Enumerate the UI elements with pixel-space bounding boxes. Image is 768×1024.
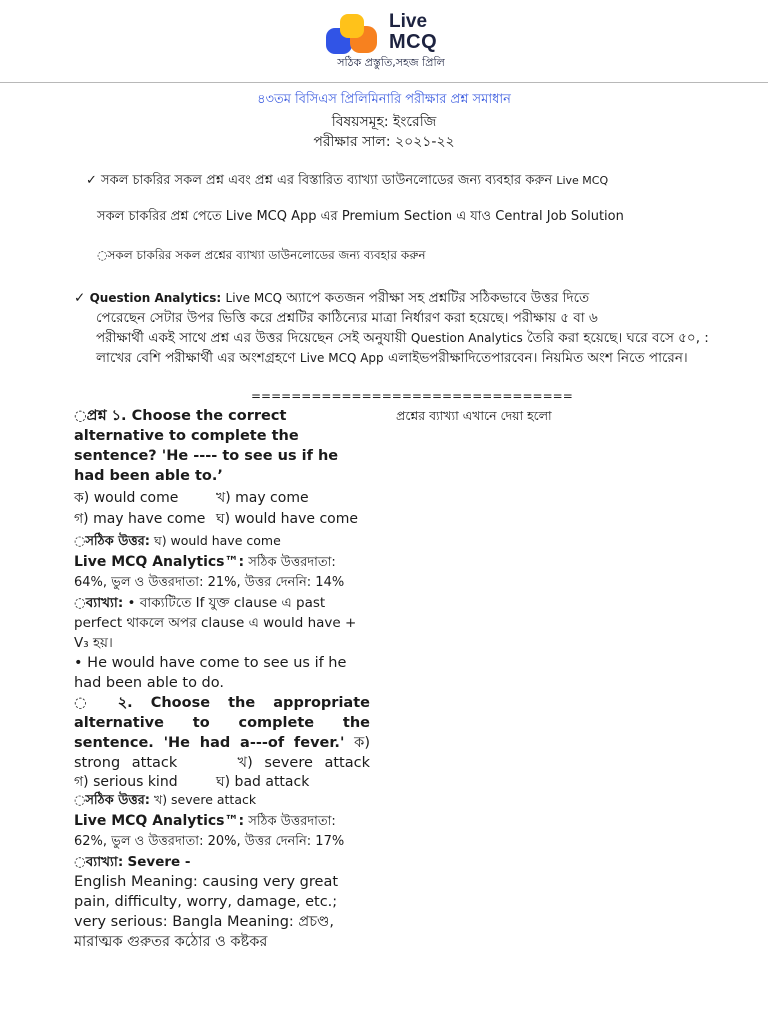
logo[interactable] (326, 12, 456, 70)
logo-line2: MCQ (389, 31, 438, 53)
analytics-value: সঠিক উত্তরদাতা: 64%, ভুল ও উত্তরদাতা: 21%, উত্তর দেননি: 14% (74, 555, 345, 590)
explanation-word: Severe - (127, 854, 191, 870)
qa-inline-label: Question Analytics (410, 331, 523, 345)
question-2-meaning: English Meaning: causing very great pain, difficulty, worry, damage, etc.; very serious: Bangla Meaning: প্রচণ্ড, মারাত্মক গুরুতর কঠোর ও কষ্টকর (74, 874, 339, 950)
option-b[interactable]: খ) may come (216, 490, 309, 506)
option-c[interactable]: গ) serious kind (74, 774, 178, 790)
qa-app-link[interactable]: Live MCQ App (299, 351, 384, 365)
question-1-answer (74, 531, 370, 552)
check-icon: ✓ (74, 290, 86, 306)
intro-premium-section[interactable]: Premium Section (341, 209, 453, 224)
qa-text-a: অ্যাপে কতজন পরীক্ষা সহ প্রশ্নটির সঠিকভাবে উত্তর দিতে (286, 290, 590, 306)
logo-wordmark (389, 12, 437, 52)
intro-line-3: ◌সকল চাকরির সকল প্রশ্নের ব্যাখ্যা ডাউনলোডের জন্য ব্যবহার করুন (97, 248, 426, 262)
intro-line-2 (97, 208, 697, 226)
answer-value: ঘ) would have come (153, 533, 281, 548)
question-2 (74, 693, 370, 773)
option-a[interactable]: ক) would come (74, 490, 179, 506)
qa-text-b: পেরেছেন সেটার উপর ভিত্তি করে প্রশ্নটির কাঠিন্যের মাত্রা নির্ধারণ করা হয়েছে। পরীক্ষায় ৫ বা ৬ (96, 310, 598, 326)
question-1-analytics (74, 552, 370, 593)
qa-text-c: পরীক্ষার্থী একই সাথে প্রশ্ন এর উত্তর দিয়েছেন সেই অনুযায়ী (96, 330, 407, 346)
intro-app-link[interactable]: Live MCQ App (225, 209, 317, 224)
intro-brand: Live MCQ (556, 174, 609, 187)
option-a[interactable]: ক) strong attack (74, 735, 370, 771)
intro-line-1 (86, 172, 696, 190)
logo-mark-icon (326, 14, 382, 58)
option-d[interactable]: ঘ) would have come (216, 511, 358, 527)
logo-line1: Live (389, 11, 428, 32)
qa-text-e: : লাখের বেশি পরীক্ষার্থী এর অংশগ্রহণে (96, 330, 709, 366)
option-d[interactable]: ঘ) bad attack (216, 774, 310, 790)
answer-value: খ) severe attack (153, 792, 257, 807)
question-2-prefix: ◌ ২. (74, 695, 133, 711)
qa-text-d: তৈরি করা হয়েছে। ঘরে বসে ৫০, (527, 330, 700, 346)
question-1-explanation (74, 593, 370, 653)
intro-central-job-solution[interactable]: Central Job Solution (495, 209, 624, 224)
qa-text-f: এলাইভপরীক্ষাদিতেপারবেন। নিয়মিত অংশ নিতে পারেন। (387, 350, 688, 366)
question-1-text: Choose the correct alternative to complete the sentence? 'He ---- to see us if he had been able to.’ (74, 408, 339, 484)
qa-label: Question Analytics: (89, 291, 222, 305)
subject-line: বিষয়সমূহ: ইংরেজি (331, 114, 437, 130)
intro-line-2a: সকল চাকরির প্রশ্ন পেতে (97, 209, 222, 224)
analytics-label: Live MCQ Analytics™: (74, 813, 245, 829)
analytics-value: সঠিক উত্তরদাতা: 62%, ভুল ও উত্তরদাতা: 20%, উত্তর দেননি: 17% (74, 814, 345, 849)
exam-title: ৪৩তম বিসিএস প্রিলিমিনারি পরীক্ষার প্রশ্ন সমাধান (257, 92, 511, 107)
question-2-explanation (74, 852, 370, 872)
section-separator: ================================ (251, 389, 573, 403)
intro-line-2b: এর (320, 209, 338, 224)
explanation-label: ◌ব্যাখ্যা: (74, 595, 124, 611)
header (0, 0, 768, 82)
analytics-label: Live MCQ Analytics™: (74, 554, 245, 570)
answer-label: ◌সঠিক উত্তর: (74, 793, 150, 808)
question-1 (74, 406, 370, 486)
question-2-text: Choose the appropriate alternative to complete the sentence. 'He had a---of fever.' (74, 695, 370, 751)
option-c[interactable]: গ) may have come (74, 511, 206, 527)
logo-tagline: সঠিক প্রস্তুতি,সহজ প্রিলি (337, 56, 445, 69)
option-b[interactable]: খ) severe attack (237, 755, 370, 771)
answer-label: ◌সঠিক উত্তর: (74, 534, 150, 549)
question-1-prefix: ◌প্রশ্ন ১. (74, 408, 127, 424)
question-1-options (74, 489, 370, 531)
intro-line-2c: এ যাও (456, 209, 492, 224)
header-divider (0, 82, 768, 83)
question-analytics-paragraph (74, 288, 724, 368)
questions-column (74, 406, 370, 952)
explanation-label: ◌ব্যাখ্যা: (74, 854, 124, 870)
intro-line-1-text: ✓ সকল চাকরির সকল প্রশ্ন এবং প্রশ্ন এর বিস্তারিত ব্যাখ্যা ডাউনলোডের জন্য ব্যবহার করুন (86, 173, 553, 188)
qa-brand: Live MCQ (225, 291, 283, 305)
exam-year-line: পরীক্ষার সাল: ২০২১-২২ (313, 134, 455, 150)
question-1-example: • He would have come to see us if he had been able to do. (74, 655, 347, 691)
right-column-note: প্রশ্নের ব্যাখ্যা এখানে দেয়া হলো (396, 408, 552, 423)
question-2-analytics (74, 811, 370, 852)
explanation-text: • বাক্যটিতে If যুক্ত clause এ past perfect থাকলে অপর clause এ would have + V₃ হয়। (74, 595, 357, 651)
